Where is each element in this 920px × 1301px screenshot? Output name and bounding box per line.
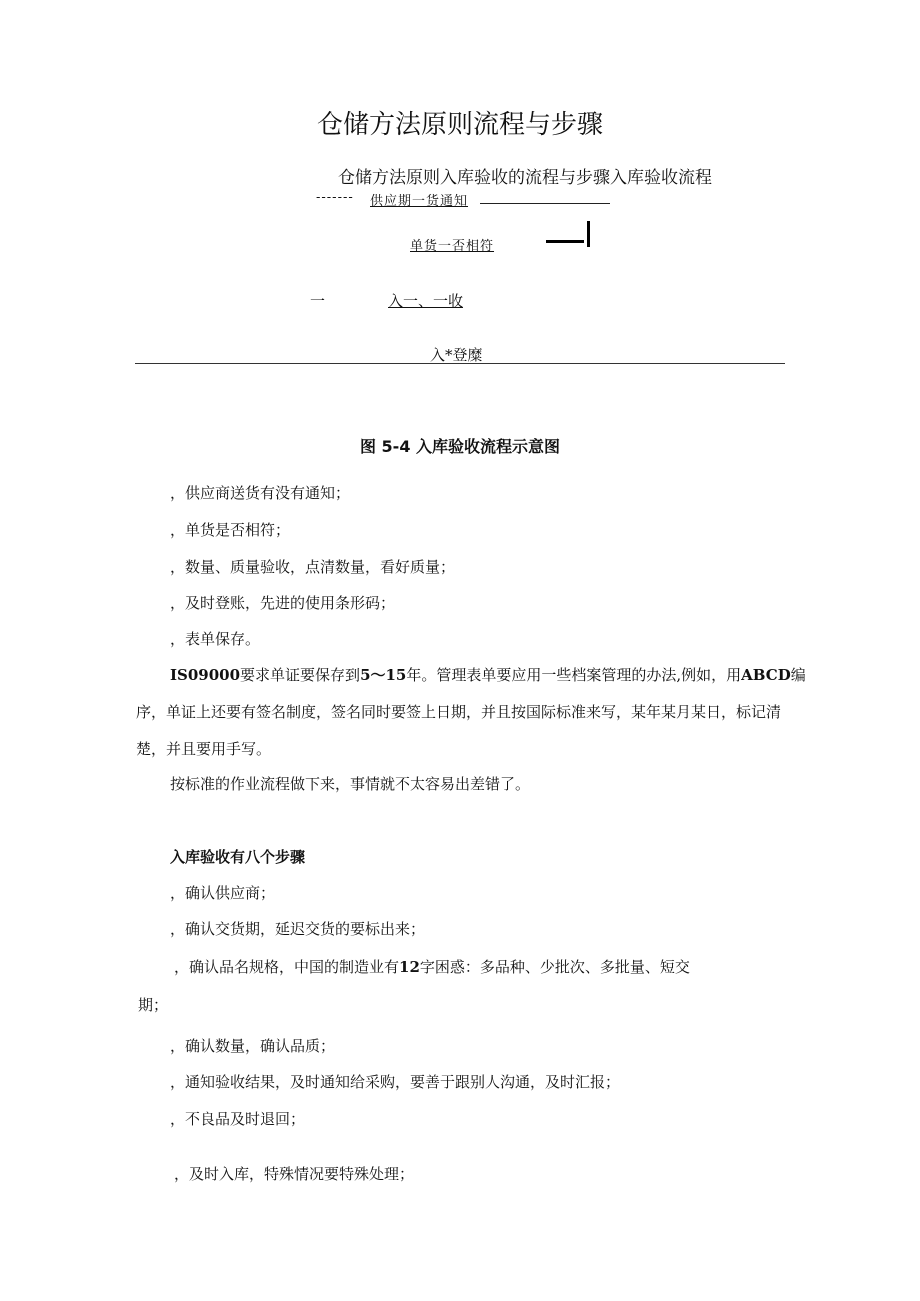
paragraph-standard: 按标准的作业流程做下来，事情就不太容易出差错了。 (170, 775, 531, 793)
text: 编序，单证上还要有签名制度，签名同时要签上日期，并且按国际标准来写，某年某月某日，标记清楚，并且要用手写。 (136, 666, 806, 758)
bold-abcd: ABCD (741, 666, 791, 684)
flow-step-register: 入*登糜 (430, 346, 483, 364)
list-item (174, 956, 690, 977)
flow-connector-line (480, 203, 610, 204)
bold-iso: IS09000 (170, 666, 241, 684)
text: 字困惑：多品种、少批次、多批量、短交 (419, 958, 690, 976)
flow-dash: 一 (310, 292, 326, 310)
flow-arrow-horizontal (546, 240, 584, 243)
list-item-continuation: 期； (138, 996, 169, 1014)
page-title: 仓储方法原则流程与步骤 (316, 110, 603, 140)
list-item: ，确认数量，确认品质； (170, 1037, 336, 1055)
flow-arrow-vertical (587, 221, 590, 247)
list-item: ，供应商送货有没有通知； (170, 484, 351, 502)
flow-step-match: 单货一否相符 (410, 239, 495, 254)
flow-dashes: ------- (316, 190, 354, 205)
list-item: ，及时入库，特殊情况要特殊处理； (174, 1165, 415, 1183)
list-item: ，通知验收结果，及时通知给采购，要善于跟别人沟通，及时汇报； (170, 1073, 621, 1091)
divider (135, 363, 785, 364)
list-item: ，确认供应商； (170, 884, 276, 902)
flow-step-notice: 供应期一货通知 (370, 194, 469, 209)
figure-caption: 图 5-4 入库验收流程示意图 (359, 437, 561, 456)
list-item: ，确认交货期，延迟交货的要标出来； (170, 920, 426, 938)
section-heading: 入库验收有八个步骤 (170, 848, 306, 866)
list-item: ，不良品及时退回； (170, 1110, 306, 1128)
text: 年。管理表单要应用一些档案管理的办法,例如，用 (406, 666, 742, 684)
list-item: ，数量、质量验收，点清数量，看好质量； (170, 558, 456, 576)
list-item: ，表单保存。 (170, 630, 261, 648)
text: 要求单证要保存到 (240, 666, 361, 684)
flow-step-receive: 入一、一收 (388, 292, 464, 310)
subtitle: 仓储方法原则入库验收的流程与步骤入库验收流程 (338, 168, 712, 188)
list-item: ，及时登账，先进的使用条形码； (170, 594, 396, 612)
bold-number: 12 (399, 958, 420, 976)
list-item: ，单货是否相符； (170, 521, 291, 539)
bold-years: 5～15 (360, 666, 407, 684)
text: ，确认品名规格，中国的制造业有 (174, 958, 400, 976)
paragraph-iso (136, 657, 806, 768)
